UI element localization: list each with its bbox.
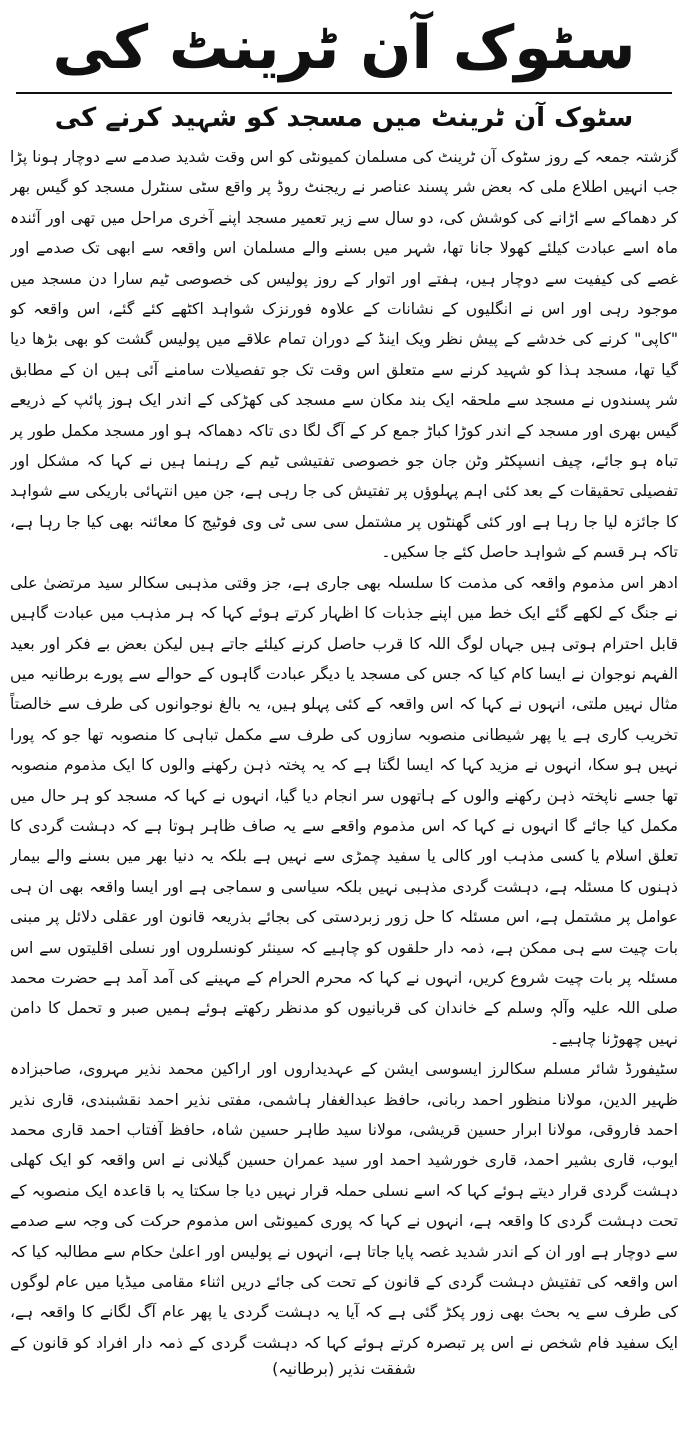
article-paragraph: سٹیفورڈ شائر مسلم سکالرز ایسوسی ایشن کے عہدیداروں اور اراکین محمد نذیر مہروی، صاحبزادہ ظہیر الدین، مولانا منظور احمد ربانی، حافظ عبدالغفار ہاشمی، مفتی نذیر احمد نقشبندی، قاری نذیر احمد فاروقی، مولانا ابرار حسین قریشی، مولانا سید طاہر حسین شاہ، حافظ آفتاب احمد قاری محمد ایوب، قاری بشیر احمد، قاری خورشید احمد اور سید عمران حسین گیلانی نے اس واقعہ کو ایک کھلی دہشت گردی قرار دیتے ہوئے کہا کہ اسے نسلی حملہ قرار نہیں دیا جا سکتا یہ با قاعدہ ایک منصوبہ کے تحت دہشت گردی کا واقعہ ہے، انہوں نے کہا کہ پوری کمیونٹی اس مذموم حرکت کی وجہ سے صدمے سے دوچار ہے اور ان کے اندر شدید غصہ پایا جاتا ہے، انہوں نے پولیس اور اعلیٰ حکام سے مطالبہ کیا کہ اس واقعہ کی تفتیش دہشت گردی کے قانون کے تحت کی جائے دریں اثناء مقامی میڈیا میں عام لوگوں کی طرف سے یہ بحث بھی زور پکڑ گئی ہے کہ آیا یہ دہشت گردی یا پھر عام آگ لگانے کا واقعہ ہے، ایک سفید فام شخص نے اس پر تبصرہ کرتے ہوئے کہا کہ دہشت گردی کے ذمہ دار افراد کو قانون کے — [10, 1060, 678, 1352]
article-headline: سٹوک آن ٹرینٹ میں مسجد کو شہید کرنے کی — [54, 103, 634, 133]
article-paragraph: گزشتہ جمعہ کے روز سٹوک آن ٹرینٹ کی مسلمان کمیونٹی کو اس وقت شدید صدمے سے دوچار ہونا پڑا جب انہیں اطلاع ملی کہ بعض شر پسند عناصر نے ریجنٹ روڈ پر واقع سٹی سنٹرل مسجد کو گیس بھر کر دھماکے سے اڑانے کی کوشش کی، دو سال سے زیر تعمیر مسجد اپنے آخری مراحل میں تھی اور آئندہ ماہ اسے عبادت کیلئے کھولا جانا تھا، شہر میں بسنے والے مسلمان اس واقعہ سے ابھی تک صدمے اور غصے کی کیفیت سے دوچار ہیں، ہفتے اور اتوار کے روز پولیس کی خصوصی ٹیم سارا دن مسجد میں موجود رہی اور اس نے انگلیوں کے نشانات کے علاوہ فورنزک شواہد اکٹھے کئے گئے، اس واقعہ کو "کاپی" کرنے کی خدشے کے پیش نظر ویک اینڈ کے دوران تمام علاقے میں پولیس گشت کو بھی بڑھا دیا گیا تھا، مسجد ہذا کو شہید کرنے سے متعلق اس وقت تک جو تفصیلات سامنے آئی ہیں ان کے مطابق شر پسندوں نے مسجد سے ملحقہ ایک بند مکان سے مسجد کی کھڑکی کے اندر ایک ہوز پائپ کے ذریعے گیس بھری اور مسجد کے اندر کوڑا کباڑ جمع کر کے آگ لگا دی تاکہ دھماکہ ہو اور مسجد مکمل طور پر تباہ ہو جائے، چیف انسپکٹر وٹن جان جو خصوصی تفتیشی ٹیم کے رہنما ہیں نے کہا کہ مشکل اور تفصیلی تحقیقات کے بعد کئی اہم پہلوؤں پر تفتیش کی جا رہی ہے، جن میں انتہائی باریکی سے شواہد کا جائزہ لیا جا رہا ہے اور کئی گھنٹوں پر مشتمل سی سی ٹی وی فوٹیج کا معائنہ بھی کیا جا رہا ہے، تاکہ ہر قسم کے شواہد حاصل کئے جا سکیں۔ — [10, 148, 678, 562]
author-byline: شفقت نذیر (برطانیہ) — [272, 1359, 416, 1378]
divider — [16, 92, 672, 94]
masthead-title: سٹوک آن ٹرینٹ کی — [52, 13, 636, 83]
article-paragraph: ادھر اس مذموم واقعہ کی مذمت کا سلسلہ بھی جاری ہے، جز وقتی مذہبی سکالر سید مرتضیٰ علی نے جنگ کے لکھے گئے ایک خط میں اپنے جذبات کا اظہار کرتے ہوئے کہا کہ ہر مذہب میں عبادت گاہیں قابل احترام ہوتی ہیں جہاں لوگ اللہ کا قرب حاصل کرنے کیلئے جاتے ہیں لیکن بعض بے فکر اور بعید الفہم نوجوان نے ایسا کام کیا کہ جس کی مسجد یا دیگر عبادت گاہوں کے حوالے سے پورے برطانیہ میں مثال نہیں ملتی، انہوں نے کہا کہ اس واقعہ کے کئی پہلو ہیں، یہ بالغ نوجوانوں کی طرف سے خالصتاً تخریب کاری ہے یا پھر شیطانی منصوبہ سازوں کی طرف سے مکمل تباہی کا منصوبہ تھا جو کہ پورا نہیں ہو سکا، انہوں نے مزید کہا کہ ایسا لگتا ہے کہ یہ پختہ ذہن رکھنے والوں کا ایک مذموم منصوبہ تھا جسے ناپختہ ذہن رکھنے والوں کے ہاتھوں سر انجام دیا گیا، انہوں نے کہا کہ مسجد کو ہر حال میں مکمل کیا جائے گا انہوں نے کہا کہ اس مذموم واقعے سے یہ صاف ظاہر ہوتا ہے کہ دہشت گردی کا تعلق اسلام یا کسی مذہب اور کالی یا سفید چمڑی سے نہیں ہے بلکہ یہ دنیا بھر میں بسنے والے بیمار ذہنوں کا مسئلہ ہے، دہشت گردی مذہبی نہیں بلکہ سیاسی و سماجی ہے اور ایسا واقعہ بھی ان ہی عوامل پر مشتمل ہے، اس مسئلہ کا حل زور زبردستی کی بجائے بذریعہ قانون اور عقلی دلائل پر مبنی بات چیت سے ہی ممکن ہے، ذمہ دار حلقوں کو چاہیے کہ سینئر کونسلروں اور نسلی اقلیتوں سے اس مسئلہ پر بات چیت شروع کریں، انہوں نے کہا کہ محرم الحرام کے مہینے کی آمد آمد ہے حضرت محمد صلی اللہ علیہ وآلہٖ وسلم کے خاندان کی قربانیوں کو مدنظر رکھتے ہوئے ہمیں صبر و تحمل کا دامن نہیں چھوڑنا چاہیے۔ — [10, 573, 678, 1048]
article-body — [10, 142, 678, 1354]
